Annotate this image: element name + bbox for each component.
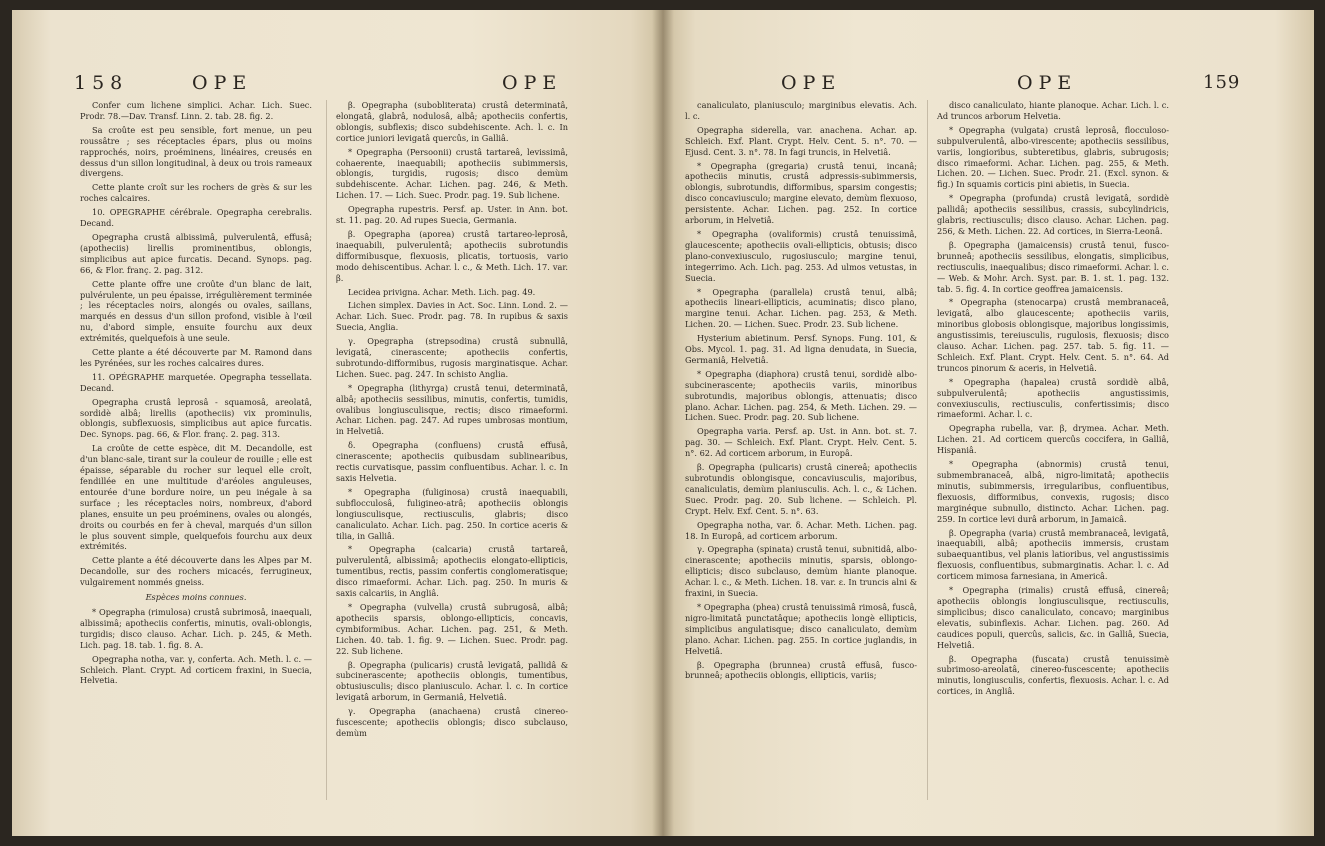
paragraph: * Opegrapha (lithyrga) crustâ tenui, determinatâ, albâ; apotheciis sessilibus, minutis, confertis, tumidis, ovalibus longiusculisque, rectis; disco rimaeformi. Achar. Lichen. pag. 247. Ad rupes umbrosas montium, in Helvetiâ. [336, 382, 568, 437]
paragraph: δ. Opegrapha (confluens) crustâ effusâ, cinerascente; apotheciis quibusdam sublinearibus, rectis curvatisque, passim confluentibus. Achar. l. c. In saxis Helvetia. [336, 440, 568, 483]
paragraph: * Opegrapha (calcaria) crustâ tartareâ, pulverulentâ, albissimâ; apotheciis elongato-ellipticis, tumentibus, rectis, passim confertis conglomeratisque; disco rimaeformi. Achar. Lich. pag. 250. In muris & saxis calcariis, in Angliâ. [336, 544, 568, 599]
paragraph: γ. Opegrapha (anachaena) crustâ cinereo-fuscescente; apotheciis oblongis; disco subclauso, demùm [336, 706, 568, 738]
paragraph: β. Opegrapha (subobliterata) crustâ determinatâ, elongatâ, glabrâ, nodulosâ, albâ; apotheciis confertis, oblongis, subflexis; disco subdehiscente. Ach. l. c. In cortice juniori levigatâ quercûs, in Galliâ. [336, 100, 568, 143]
paragraph: * Opegrapha (ovaliformis) crustâ tenuissimâ, glaucescente; apotheciis ovali-ellipticis, obtusis; disco plano-convexiusculo, rugosiusculo; margine tenui, integerrimo. Ach. Lich. pag. 253. Ad ulmos vetustas, in Suecia. [685, 228, 917, 283]
column-divider [927, 100, 928, 800]
paragraph: * Opegrapha (abnormis) crustâ tenui, submembranaceâ, albâ, nigro-limitatâ; apotheciis minutis, subimmersis, irregularibus, confluentibus, flexuosis, difformibus, convexis, rugosis; disco marginéque subnullo, distincto. Achar. Lichen. pag. 259. In cortice levi durâ arborum, in Jamaicâ. [937, 459, 1169, 524]
paragraph: Sa croûte est peu sensible, fort menue, un peu roussâtre ; ses réceptacles épars, plus ou moins rapprochés, noirs, proéminens, linéaires, creusés en dessus d'un sillon longitudinal, à deux ou trois rameaux divergens. [80, 124, 312, 179]
paragraph: 10. OPEGRAPHE cérébrale. Opegrapha cerebralis. Decand. [80, 207, 312, 229]
open-book [12, 10, 1314, 836]
paragraph: β. Opegrapha (aporea) crustâ tartareo-leprosâ, inaequabili, pulverulentâ; apotheciis subrotundis difformibusque, flexuosis, plicatis, tortuosis, vario modo dehiscentibus. Achar. l. c., & Meth. Lich. 17. var. β. [336, 228, 568, 283]
paragraph: canaliculato, planiusculo; marginibus elevatis. Ach. l. c. [685, 100, 917, 121]
paragraph: * Opegrapha (stenocarpa) crustâ membranaceâ, levigatâ, albo glaucescente; apotheciis variis, minoribus globosis oblongisque, majoribus longissimis, angustissimis, tereiusculis, rugulosis, flexuosis; disco clauso. Achar. Lichen. pag. 257. tab. 5. fig. 11. — Schleich. Exf. Plant. Crypt. Helv. Cent. 5. n°. 64. Ad truncos pinorum & aceris, in Helvetiâ. [937, 297, 1169, 373]
book-gutter [652, 10, 674, 836]
paragraph: Espèces moins connues. [145, 592, 247, 603]
paragraph: β. Opegrapha (brunnea) crustâ effusâ, fusco-brunneâ; apotheciis oblongis, ellipticis, variis; [685, 659, 917, 681]
paragraph: * Opegrapha (rimalis) crustâ effusâ, cinereâ; apotheciis oblongis longiusculisque, rectiusculis, simplicibus; disco canaliculato, concavo; marginibus elevatis, subinflexis. Achar. Lichen. pag. 260. Ad caudices populi, quercûs, salicis, &c. in Galliâ, Suecia, Helvetiâ. [937, 585, 1169, 650]
paragraph: γ. Opegrapha (strepsodina) crustâ subnullâ, levigatâ, cinerascente; apotheciis confertis, subrotundo-difformibus, rugosis marginatisque. Achar. Lichen. Suec. pag. 247. In schisto Anglia. [336, 336, 568, 379]
paragraph: Opegrapha rupestris. Persf. ap. Uster. in Ann. bot. st. 11. pag. 20. Ad rupes Suecia, Germania. [336, 204, 568, 226]
paragraph: * Opegrapha (vulvella) crustâ subrugosâ, albâ; apotheciis sparsis, oblongo-ellipticis, concavis, cymbiformibus. Achar. Lichen. pag. 251, & Meth. Lichen. 40. tab. 1. fig. 9. — Lichen. Suec. Prodr. pag. 22. Sub lichene. [336, 601, 568, 656]
paragraph: γ. Opegrapha (spinata) crustâ tenui, subnitidâ, albo-cinerascente; apotheciis minutis, sparsis, oblongo-ellipticis; disco subclauso, demùm hiante planoque. Achar. l. c., & Meth. Lichen. 18. var. ε. In truncis alni & fraxini, in Suecia. [685, 544, 917, 599]
paragraph: * Opegrapha (fuliginosa) crustâ inaequabili, subflocculosâ, fuligineo-atrâ; apotheciis oblongis longiusculisque, rectiusculis, glabris; disco canaliculato. Achar. Lich. pag. 250. In cortice aceris & tilia, in Galliâ. [336, 486, 568, 541]
paragraph: * Opegrapha (vulgata) crustâ leprosâ, flocculoso-subpulverulentâ, albo-virescente; apotheciis sessilibus, variis, longioribus, subteretibus, glabris, subrugosis; disco rimaeformi. Achar. Lichen. pag. 255, & Meth. Lichen. 20. — Lichen. Suec. Prodr. 21. (Excl. synon. & fig.) In squamis corticis pini abietis, in Suecia. [937, 124, 1169, 190]
paragraph: β. Opegrapha (jamaicensis) crustâ tenui, fusco-brunneâ; apotheciis sessilibus, elongatis, simplicibus, rectiusculis, inaequalibus; disco rimaeformi. Achar. l. c. — Web. & Mohr. Arch. Syst. par. B. 1. st. 1. pag. 132. tab. 5. fig. 4. In cortice geoffrea jamaicensis. [937, 239, 1169, 294]
left-column-2 [336, 100, 568, 742]
paragraph: Cette plante croît sur les rochers de grès & sur les roches calcaires. [80, 182, 312, 204]
paragraph: Opegrapha notha, var. δ. Achar. Meth. Lichen. pag. 18. In Europâ, ad corticem arborum. [685, 519, 917, 541]
paragraph: β. Opegrapha (pulicaris) crustâ cinereâ; apotheciis subrotundis oblongisque, concaviusculis, majoribus, canaliculatis, demùm planiusculis. Ach. l. c., & Lichen. Suec. Prodr. pag. 20. Sub lichene. — Schleich. Pl. Crypt. Helv. Exf. Cent. 5. n°. 63. [685, 462, 917, 516]
left-column-1 [80, 100, 312, 689]
paragraph: Confer cum lichene simplici. Achar. Lich. Suec. Prodr. 78.—Dav. Transf. Linn. 2. tab. 28. fig. 2. [80, 100, 312, 121]
right-running-head-2: OPE [1017, 72, 1078, 94]
left-page-number: 158 [74, 72, 129, 94]
paragraph: Cette plante a été découverte par M. Ramond dans les Pyrénées, sur les roches calcaires dures. [80, 347, 312, 368]
paragraph: * Opegrapha (phea) crustâ tenuissimâ rimosâ, fuscâ, nigro-limitatâ punctatâque; apotheciis longè ellipticis, simplicibus angulatisque; disco canaliculato, demùm plano. Achar. Lichen. pag. 255. In cortice juglandis, in Helvetiâ. [685, 601, 917, 656]
right-running-head-1: OPE [781, 72, 842, 94]
paragraph: * Opegrapha (parallela) crustâ tenui, albâ; apotheciis lineari-ellipticis, acuminatis; disco plano, margine tenui. Achar. Lichen. pag. 253, & Meth. Lichen. 20. — Lichen. Suec. Prodr. 23. Sub lichene. [685, 286, 917, 330]
paragraph: Opegrapha crustâ albissimâ, pulverulentâ, effusâ; (apotheciis) lirellis prominentibus, oblongis, simplicibus aut apice furcatis. Decand. Synops. pag. 66, & Flor. franç. 2. pag. 312. [80, 231, 312, 275]
paragraph: disco canaliculato, hiante planoque. Achar. Lich. l. c. Ad truncos arborum Helvetia. [937, 100, 1169, 121]
left-running-head-2: OPE [502, 72, 563, 94]
paragraph: Opegrapha crustâ leprosâ - squamosâ, areolatâ, sordidè albâ; lirellis (apotheciis) vix prominulis, oblongis, subflexuosis, simplicibus aut apice furcatis. Dec. Synops. pag. 66, & Flor. franç. 2. pag. 313. [80, 396, 312, 440]
paragraph: β. Opegrapha (varia) crustâ membranaceâ, levigatâ, inaequabili, albâ; apotheciis immersis, crustam subaequantibus, vel planis latioribus, vel angustissimis flexuosis, confluentibus, submarginatis. Achar. l. c. Ad corticem mimosa farnesiana, in Americâ. [937, 527, 1169, 582]
paragraph: Opegrapha rubella, var. β, drymea. Achar. Meth. Lichen. 21. Ad corticem quercûs coccifera, in Galliâ, Hispaniâ. [937, 423, 1169, 456]
paragraph: Hysterium abietinum. Persf. Synops. Fung. 101, & Obs. Mycol. 1. pag. 31. Ad ligna denudata, in Suecia, Germaniâ, Helvetiâ. [685, 333, 917, 365]
right-column-2 [937, 100, 1169, 700]
paragraph: * Opegrapha (Persoonii) crustâ tartareâ, levissimâ, cohaerente, inaequabili; apotheciis subimmersis, oblongis, turgidis, rugosis; disco demùm subdehiscente. Achar. Lichen. pag. 246, & Meth. Lichen. 17. — Lich. Suec. Prodr. pag. 19. Sub lichene. [336, 146, 568, 201]
paragraph: Opegrapha varia. Persf. ap. Ust. in Ann. bot. st. 7. pag. 30. — Schleich. Exf. Plant. Crypt. Helv. Cent. 5. n°. 62. Ad corticem arborum, in Europâ. [685, 426, 917, 459]
paragraph: 11. OPÉGRAPHE marquetée. Opegrapha tessellata. Decand. [80, 371, 312, 393]
paragraph: Lichen simplex. Davies in Act. Soc. Linn. Lond. 2. — Achar. Lich. Suec. Prodr. pag. 78. In rupibus & saxis Suecia, Anglia. [336, 300, 568, 333]
left-page [12, 10, 663, 836]
paragraph: Lecidea privigna. Achar. Meth. Lich. pag. 49. [348, 286, 536, 297]
paragraph: Opegrapha siderella, var. anachena. Achar. ap. Schleich. Exf. Plant. Crypt. Helv. Cent. 5. n°. 70. — Ejusd. Cent. 3. n°. 78. In fagi truncis, in Helvetiâ. [685, 124, 917, 157]
right-column-1 [685, 100, 917, 684]
column-divider [326, 100, 327, 800]
paragraph: β. Opegrapha (fuscata) crustâ tenuissimè subrimoso-areolatâ, cinereo-fuscescente; apotheciis minutis, longiusculis, confertis, flexuosis. Achar. l. c. Ad cortices, in Angliâ. [937, 653, 1169, 697]
paragraph: Cette plante a été découverte dans les Alpes par M. Decandolle, sur des rochers micacés, ferrugineux, vulgairement nommés gneiss. [80, 555, 312, 588]
left-running-head-1: OPE [192, 72, 253, 94]
paragraph: * Opegrapha (rimulosa) crustâ subrimosâ, inaequali, albissimâ; apotheciis confertis, minutis, ovali-oblongis, turgidis; disco clauso. Achar. Lich. p. 245, & Meth. Lich. pag. 18. tab. 1. fig. 8. A. [80, 606, 312, 650]
paragraph: La croûte de cette espèce, dit M. Decandolle, est d'un blanc-sale, tirant sur la couleur de rouille ; elle est épaisse, séparable du rocher sur lequel elle croît, fendillée en une multitude d'aréoles anguleuses, entourée d'une bordure noire, un peu inégale à sa surface ; les réceptacles noirs, nombreux, d'abord planes, ensuite un peu proéminens, ovales ou alongés, droits ou courbés en fer à cheval, marqués d'un sillon le plus souvent simple, quelquefois fourchu aux deux extrémités. [80, 443, 312, 552]
paragraph: * Opegrapha (profunda) crustâ levigatâ, sordidè pallidâ; apotheciis sessilibus, crassis, subcylindricis, glabris, rectiusculis; disco clauso. Achar. Lichen. pag. 256, & Meth. Lichen. 22. Ad cortices, in Sierra-Leonâ. [937, 193, 1169, 236]
paragraph: * Opegrapha (gregaria) crustâ tenui, incanâ; apotheciis minutis, crustâ adpressis-subimmersis, oblongis, subrotundis, difformibus, sparsim congestis; disco concaviusculo; margine elevato, demùm flexuoso, persistente. Achar. Lichen. pag. 252. In cortice arborum, in Helvetiâ. [685, 160, 917, 226]
right-page-number: 159 [1203, 72, 1241, 93]
right-page [663, 10, 1314, 836]
paragraph: * Opegrapha (diaphora) crustâ tenui, sordidè albo-subcinerascente; apotheciis variis, minoribus subrotundis, majoribus oblongis, attenuatis; disco plano. Achar. Lichen. pag. 254, & Meth. Lichen. 29. — Lichen. Suec. Prodr. pag. 20. Sub lichene. [685, 368, 917, 423]
paragraph: Opegrapha notha, var. γ, conferta. Ach. Meth. l. c. — Schleich. Plant. Crypt. Ad corticem fraxini, in Suecia, Helvetia. [80, 653, 312, 686]
paragraph: Cette plante offre une croûte d'un blanc de lait, pulvérulente, un peu épaisse, irrégulièrement terminée ; les réceptacles noirs, alongés ou ovales, saillans, marqués en dessus d'un sillon profond, visible à l'œil nu, d'abord simple, ensuite fourchu aux deux extrémités, quelquefois à une seule. [80, 278, 312, 344]
paragraph: β. Opegrapha (pulicaris) crustâ levigatâ, pallidâ & subcinerascente; apotheciis oblongis, tumentibus, obtusiusculis; disco planiusculo. Achar. l. c. In cortice levigatâ arborum, in Germaniâ, Helvetiâ. [336, 659, 568, 703]
paragraph: * Opegrapha (hapalea) crustâ sordidè albâ, subpulverulentâ; apotheciis angustissimis, convexiusculis, rectiusculis, confertissimis; disco rimaeformi. Achar. l. c. [937, 376, 1169, 420]
